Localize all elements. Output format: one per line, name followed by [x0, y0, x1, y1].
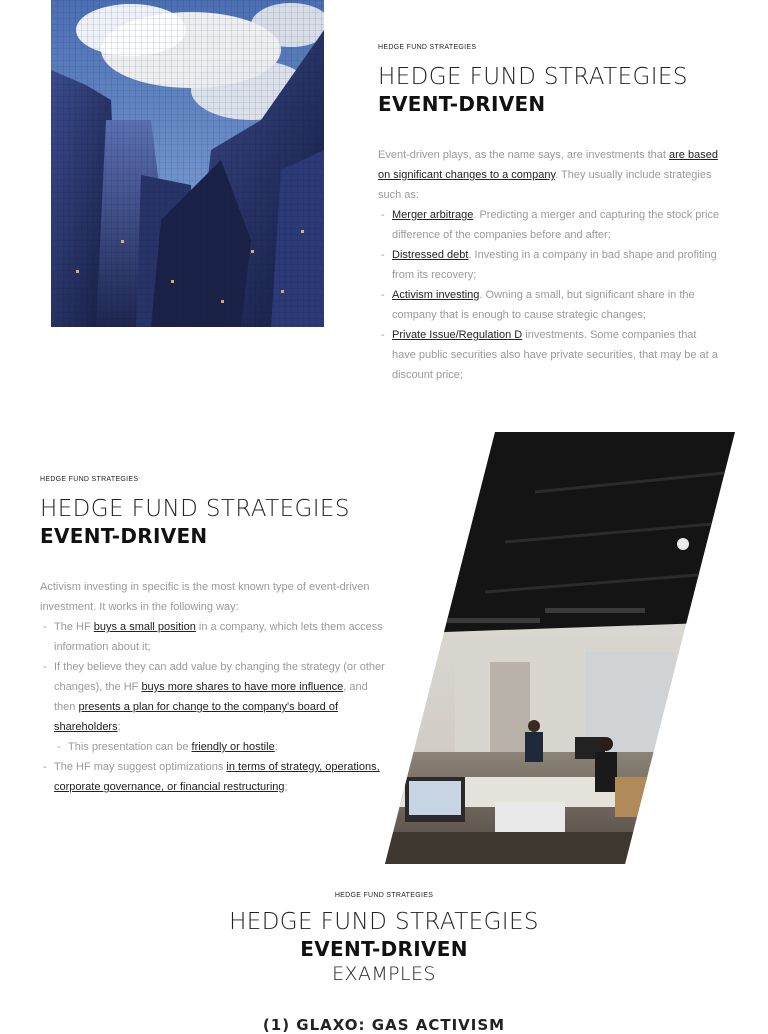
more-shares-link[interactable]: buys more shares to have more influence: [141, 681, 344, 693]
list-item: - The HF buys a small position in a company, which lets them access information about it;: [40, 617, 385, 657]
activism-steps-list: [40, 617, 385, 797]
section1-content: [378, 44, 723, 385]
example-heading-cut: (1) GLAXO: GAS ACTIVISM: [262, 1016, 506, 1034]
heading-line1: HEDGE FUND STRATEGIES: [229, 909, 539, 935]
friendly-hostile-link[interactable]: friendly or hostile: [191, 741, 275, 753]
section2-body: [40, 577, 385, 797]
heading-line3: EXAMPLES: [332, 963, 436, 985]
section3-header: [0, 892, 768, 986]
merger-arbitrage-link[interactable]: Merger arbitrage: [392, 209, 474, 221]
intro-link[interactable]: are based on significant changes to a company: [378, 149, 718, 181]
heading-line2: EVENT-DRIVEN: [300, 937, 468, 961]
section-kicker: HEDGE FUND STRATEGIES: [378, 44, 477, 51]
list-item: - The HF may suggest optimizations in terms of strategy, operations, corporate governance, or financial restructuring;: [40, 757, 385, 797]
intro-paragraph: Event-driven plays, as the name says, are investments that are based on significant changes to a company. They usually include strategies such as:: [378, 149, 718, 201]
heading-line1: HEDGE FUND STRATEGIES: [40, 496, 350, 522]
strategies-list: [378, 205, 723, 385]
list-subitem: - This presentation can be friendly or hostile;: [40, 737, 385, 757]
optimizations-link[interactable]: in terms of strategy, operations, corporate governance, or financial restructuring: [54, 761, 380, 793]
skyscrapers-photo: [51, 0, 324, 327]
list-item: - If they believe they can add value by changing the strategy (or other changes), the HF buys more shares to have more influence, and then presents a plan for change to the company's board of shareholders;: [40, 657, 385, 737]
section-heading: [378, 64, 723, 117]
list-item: - Private Issue/Regulation D investments. Some companies that have public securities also have private securities, that may be at a discount price;: [378, 325, 723, 385]
list-item: - Activism investing. Owning a small, but significant share in the company that is enough to cause strategic changes;: [378, 285, 723, 325]
section1-body: [378, 145, 723, 385]
section-heading: [40, 496, 385, 549]
section-kicker: HEDGE FUND STRATEGIES: [334, 892, 434, 899]
heading-line2: EVENT-DRIVEN: [378, 92, 546, 116]
heading-line1: HEDGE FUND STRATEGIES: [378, 64, 688, 90]
section-kicker: HEDGE FUND STRATEGIES: [40, 476, 139, 483]
private-issue-link[interactable]: Private Issue/Regulation D: [392, 329, 523, 341]
activism-investing-link[interactable]: Activism investing: [392, 289, 480, 301]
distressed-debt-link[interactable]: Distressed debt: [392, 249, 469, 261]
office-photo: [385, 432, 735, 864]
small-position-link[interactable]: buys a small position: [93, 621, 196, 633]
plan-for-change-link[interactable]: presents a plan for change to the company's board of shareholders: [54, 701, 339, 733]
intro-paragraph: Activism investing in specific is the most known type of event-driven investment. It works in the following way:: [40, 581, 370, 613]
section2-content: [40, 476, 385, 797]
list-item: - Distressed debt. Investing in a company in bad shape and profiting from its recovery;: [378, 245, 723, 285]
list-item: - Merger arbitrage. Predicting a merger and capturing the stock price difference of the companies before and after;: [378, 205, 723, 245]
heading-line2: EVENT-DRIVEN: [40, 524, 208, 548]
